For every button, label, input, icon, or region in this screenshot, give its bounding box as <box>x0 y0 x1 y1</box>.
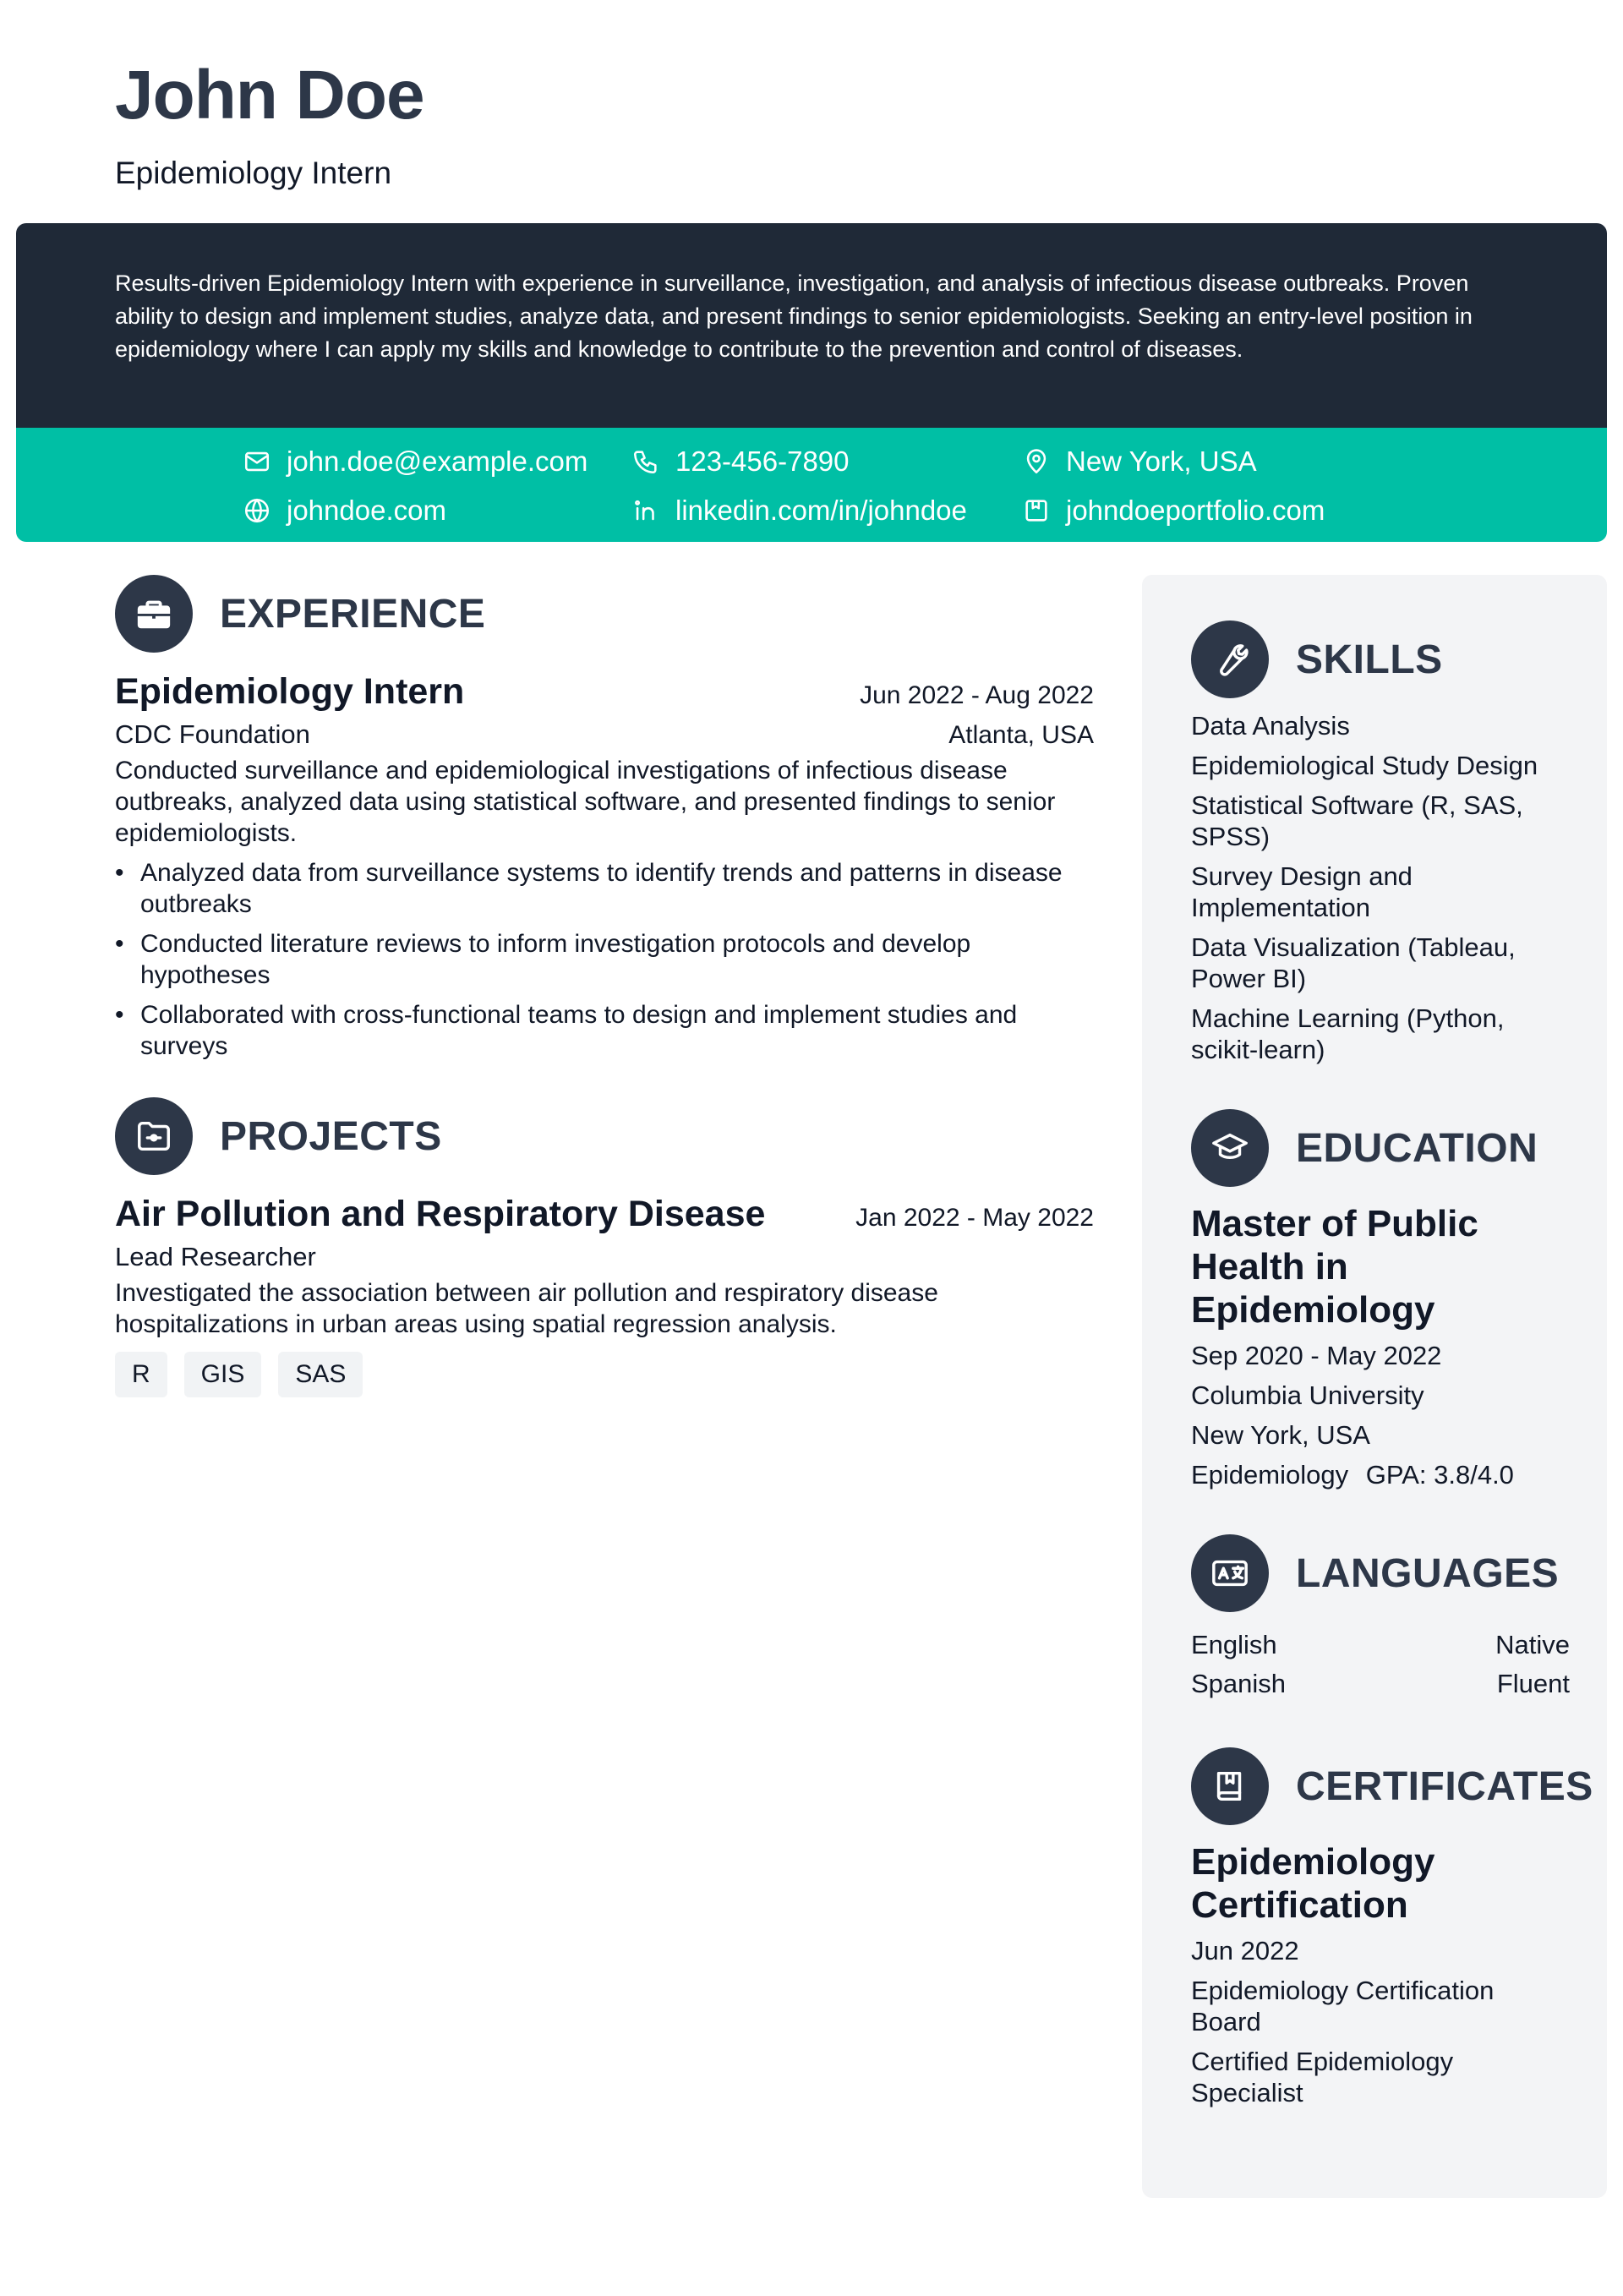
skills-header <box>1191 620 1570 698</box>
contact-email[interactable] <box>243 442 631 481</box>
projects-heading: PROJECTS <box>220 1113 442 1159</box>
mail-icon <box>243 447 271 476</box>
summary-banner <box>16 223 1607 542</box>
education-school: Columbia University <box>1191 1380 1424 1410</box>
job-location: Atlanta, USA <box>948 721 1094 749</box>
folder-icon <box>115 1097 193 1175</box>
job-description: Conducted surveillance and epidemiological investigations of infectious disease outbreaks, analyzed data using statistical software, and presented findings to senior epidemiologists. <box>115 757 1056 847</box>
language-name: English <box>1191 1630 1277 1659</box>
experience-header <box>115 575 1094 653</box>
education-heading: EDUCATION <box>1296 1125 1538 1171</box>
contact-email-text: john.doe@example.com <box>287 446 588 477</box>
certificate-description: Certified Epidemiology Specialist <box>1191 2047 1454 2107</box>
sidebar <box>1142 575 1607 2198</box>
education-section <box>1191 1109 1570 1490</box>
summary-text: Results-driven Epidemiology Intern with experience in surveillance, investigation, and analysis of infectious disease outbreaks. Proven ability to design and implement studies, analyze data, and present findings to senior epidemiologists. Seeking an entry-level position in epidemiology where I can apply my skills and knowledge to contribute to the prevention and control of diseases. <box>16 223 1607 428</box>
linkedin-icon <box>631 496 660 525</box>
map-pin-icon <box>1022 447 1051 476</box>
language-level: Native <box>1495 1630 1570 1659</box>
candidate-name: John Doe <box>115 57 424 134</box>
main-column <box>115 575 1094 1397</box>
certificate-title: Epidemiology Certification <box>1191 1841 1435 1926</box>
education-location: New York, USA <box>1191 1420 1370 1450</box>
skill-item: Data Analysis <box>1191 711 1350 741</box>
experience-item <box>115 671 1094 1062</box>
language-level: Fluent <box>1496 1669 1570 1698</box>
project-tag: SAS <box>278 1352 363 1397</box>
globe-icon <box>243 496 271 525</box>
skill-item: Epidemiological Study Design <box>1191 751 1538 780</box>
contact-phone[interactable] <box>631 442 1022 481</box>
education-gpa: GPA: 3.8/4.0 <box>1365 1460 1514 1490</box>
contact-portfolio-text: johndoeportfolio.com <box>1066 495 1325 526</box>
language-row <box>1191 1626 1570 1665</box>
language-name: Spanish <box>1191 1669 1287 1698</box>
skill-item: Machine Learning (Python, scikit-learn) <box>1191 1003 1505 1064</box>
skill-item: Survey Design and Implementation <box>1191 861 1413 922</box>
certificates-header <box>1191 1747 1593 1825</box>
job-bullet: • Collaborated with cross-functional teams to design and implement studies and surveys <box>115 999 1094 1062</box>
contact-website-text: johndoe.com <box>287 495 446 526</box>
job-title: Epidemiology Intern <box>115 671 465 712</box>
education-header <box>1191 1109 1570 1187</box>
resume-header <box>115 57 424 191</box>
languages-list <box>1191 1626 1570 1703</box>
project-tag: R <box>115 1352 167 1397</box>
skills-section <box>1191 620 1570 1065</box>
project-role: Lead Researcher <box>115 1242 316 1271</box>
certificate-issuer: Epidemiology Certification Board <box>1191 1976 1495 2036</box>
skill-item: Statistical Software (R, SAS, SPSS) <box>1191 790 1523 851</box>
project-title: Air Pollution and Respiratory Disease <box>115 1194 766 1234</box>
education-field: Epidemiology <box>1191 1460 1349 1490</box>
languages-header <box>1191 1534 1570 1612</box>
wrench-icon <box>1191 620 1269 698</box>
experience-heading: EXPERIENCE <box>220 591 486 637</box>
skills-list <box>1191 710 1570 1065</box>
languages-heading: LANGUAGES <box>1296 1550 1560 1596</box>
projects-header <box>115 1097 1094 1175</box>
job-bullets <box>115 857 1094 1062</box>
graduation-cap-icon <box>1191 1109 1269 1187</box>
contact-location-text: New York, USA <box>1066 446 1257 477</box>
candidate-headline: Epidemiology Intern <box>115 156 392 190</box>
skill-item: Data Visualization (Tableau, Power BI) <box>1191 932 1516 993</box>
contact-linkedin[interactable] <box>631 491 1022 530</box>
project-description: Investigated the association between air pollution and respiratory disease hospitalizations in urban areas using spatial regression analysis. <box>115 1279 938 1338</box>
skills-heading: SKILLS <box>1296 637 1443 682</box>
language-row <box>1191 1665 1570 1703</box>
contact-portfolio[interactable] <box>1022 491 1360 530</box>
job-bullet: • Analyzed data from surveillance systems to identify trends and patterns in disease outbreaks <box>115 857 1094 920</box>
briefcase-icon <box>115 575 193 653</box>
certificate-date: Jun 2022 <box>1191 1936 1299 1965</box>
education-field-gpa <box>1191 1459 1570 1490</box>
certificates-section <box>1191 1747 1593 2108</box>
job-dates: Jun 2022 - Aug 2022 <box>860 681 1094 709</box>
contact-phone-text: 123-456-7890 <box>675 446 850 477</box>
experience-section <box>115 575 1094 1062</box>
job-company: CDC Foundation <box>115 719 310 749</box>
education-dates: Sep 2020 - May 2022 <box>1191 1341 1442 1370</box>
project-item <box>115 1194 1094 1397</box>
book-icon <box>1191 1747 1269 1825</box>
projects-section <box>115 1097 1094 1397</box>
portfolio-icon <box>1022 496 1051 525</box>
translate-icon <box>1191 1534 1269 1612</box>
phone-icon <box>631 447 660 476</box>
certificates-heading: CERTIFICATES <box>1296 1763 1593 1809</box>
project-dates: Jan 2022 - May 2022 <box>855 1204 1094 1232</box>
contact-website[interactable] <box>243 491 631 530</box>
education-degree: Master of Public Health in Epidemiology <box>1191 1203 1478 1331</box>
contact-bar <box>16 428 1607 542</box>
contact-location <box>1022 442 1360 481</box>
contact-linkedin-text: linkedin.com/in/johndoe <box>675 495 967 526</box>
project-tags <box>115 1352 1094 1397</box>
job-bullet: • Conducted literature reviews to inform investigation protocols and develop hypotheses <box>115 928 1094 991</box>
languages-section <box>1191 1534 1570 1703</box>
project-tag: GIS <box>184 1352 262 1397</box>
